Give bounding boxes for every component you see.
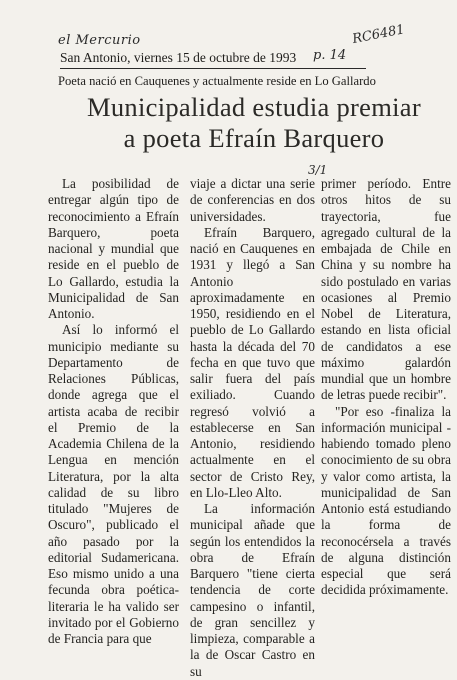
handwritten-archive-code: RC6481 [351,22,406,47]
paragraph: Efraín Barquero, nació en Cauquenes en 1931 y llegó a San Antonio aproximadamente en 1950, residiendo en el pueblo de Lo Gallardo hasta la década del 70 fecha en que tuvo que salir fuera del país exiliado. Cuando regresó volvió a establecerse en San Antonio, residiendo actualmente en el sector de Cristo Rey, en Llo-Lleo Alto. [190,224,315,500]
headline: Municipalidad estudia premiar a poeta Efraín Barquero [87,92,421,153]
dateline-rule [60,68,366,69]
paragraph: primer período. Entre otros hitos de su trayectoria, fue agregado cultural de la embajada de Chile en China y su nombre ha sido postulado en varias ocasiones al Premio Nobel de Literatura, estando en lista oficial de candidatos a ese máximo galardón mundial que un hombre de letras puede recibir". [321,176,451,403]
dateline: San Antonio, viernes 15 de octubre de 1993 [60,50,297,65]
handwritten-source-note: el Mercurio [58,33,141,48]
paragraph: La información municipal añade que según los entendidos la obra de Efraín Barquero "tiene cierta tendencia de corte campesino o infantil, de gran sencillez y limpieza, comparable a la de Oscar Castro en su [190,501,315,679]
handwritten-margin-mark: 3/1 [308,163,328,177]
subheadline: Poeta nació en Cauquenes y actualmente reside en Lo Gallardo [58,74,376,88]
article-column-1 [48,176,179,647]
paragraph: Así lo informó el municipio mediante su Departamento de Relaciones Públicas, donde agrega que el artista acaba de recibir el Premio de la Academia Chilena de la Lengua en mención Literatura, por la alta calidad de su libro titulado "Mujeres de Oscuro", publicado el año pasado por la editorial Sudamericana. Eso mismo unido a una fecunda obra poética-literaria le ha valido ser invitado por el Gobierno de Francia para que [48,322,179,646]
handwritten-page-number: p. 14 [313,48,347,63]
paragraph: La posibilidad de entregar algún tipo de reconocimiento a Efraín Barquero, poeta nacional y mundial que reside en el pueblo de Lo Gallardo, estudia la Municipalidad de San Antonio. [48,176,179,321]
article-column-3 [321,176,451,599]
article-column-2 [190,176,315,680]
paragraph: viaje a dictar una serie de conferencias en dos universidades. [190,176,315,224]
paragraph: "Por eso -finaliza la información municipal -habiendo tomado pleno conocimiento de su obra y valor como artista, la municipalidad de San Antonio está estudiando la forma de reconocérsela a través de alguna distinción especial que será decidida próximamente. [321,403,451,598]
